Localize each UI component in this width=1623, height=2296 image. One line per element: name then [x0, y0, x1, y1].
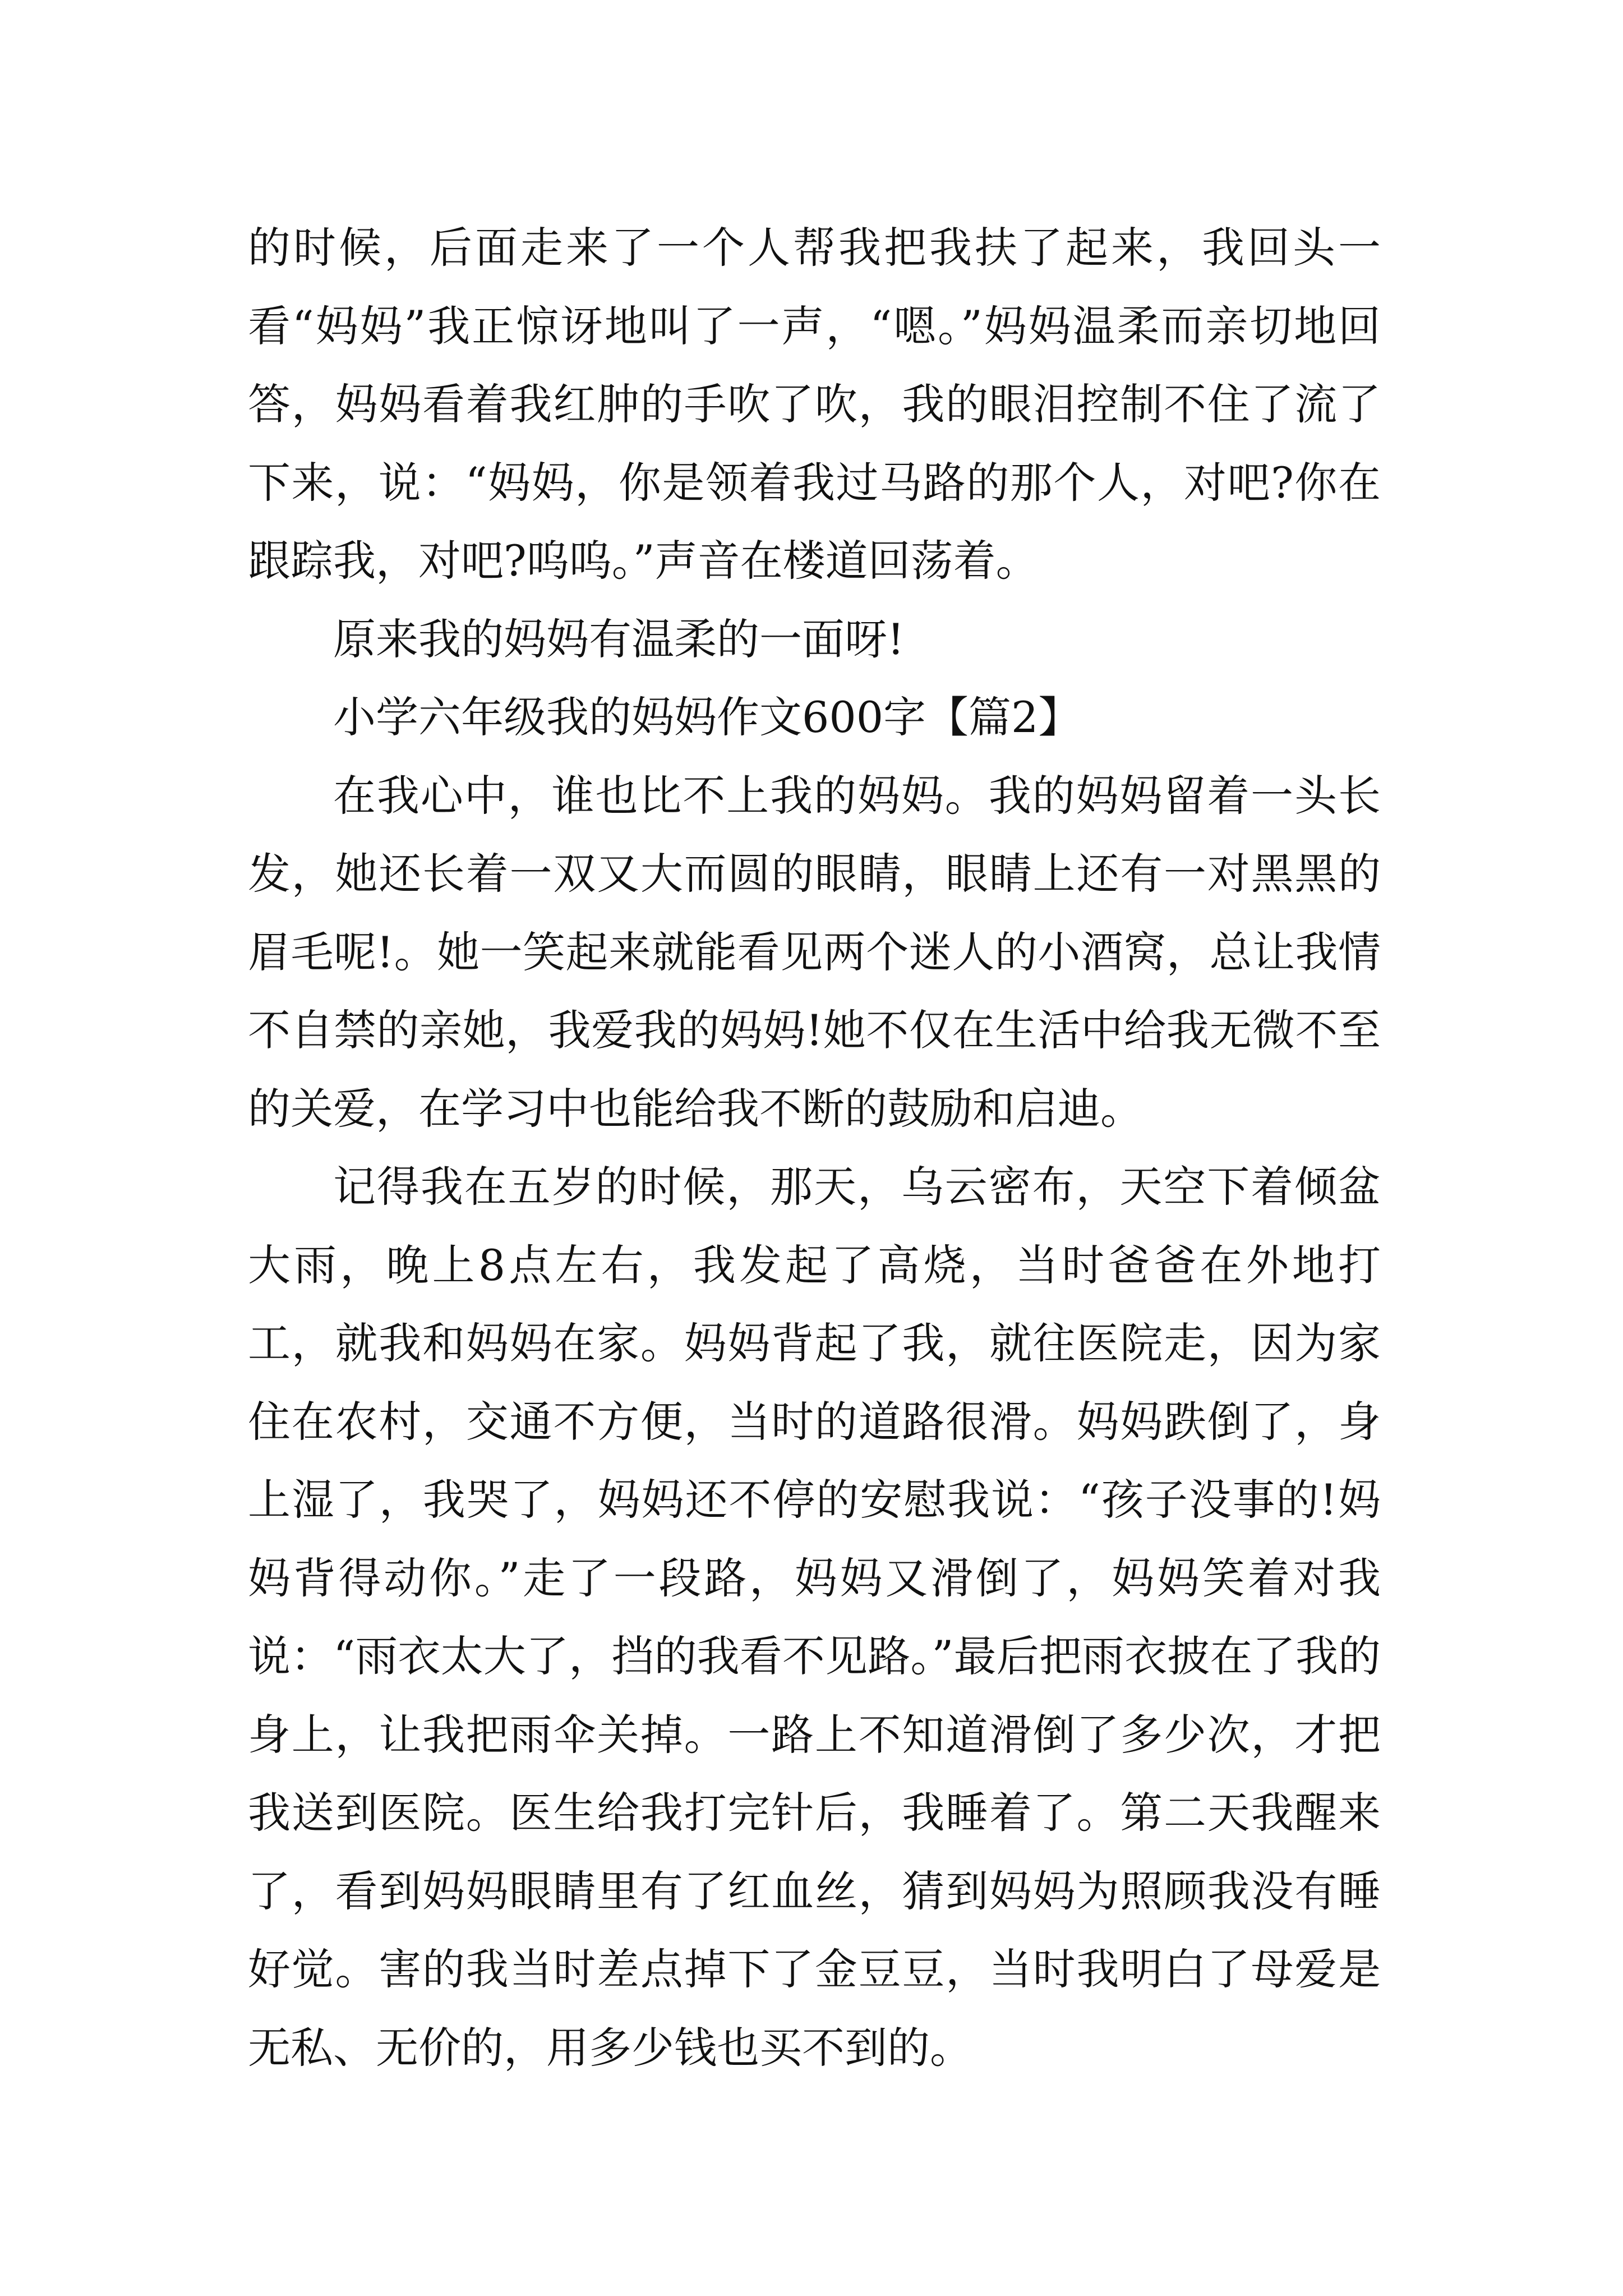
document-body	[248, 209, 1381, 2087]
essay-heading: 小学六年级我的妈妈作文600字【篇2】	[333, 692, 1081, 742]
paragraph-gentle-side: 原来我的妈妈有温柔的一面呀!	[333, 614, 905, 664]
paragraph-rainy-night-story: 记得我在五岁的时候，那天，乌云密布，天空下着倾盆大雨，晚上8点左右，我发起了高烧，当时爸爸在外地打工，就我和妈妈在家。妈妈背起了我，就往医院走，因为家住在农村，交通不方便，当时的道路很滑。妈妈跌倒了，身上湿了，我哭了，妈妈还不停的安慰我说：“孩子没事的!妈妈背得动你。”走了一段路，妈妈又滑倒了，妈妈笑着对我说：“雨衣太大了，挡的我看不见路。”最后把雨衣披在了我的身上，让我把雨伞关掉。一路上不知道滑倒了多少次，才把我送到医院。医生给我打完针后，我睡着了。第二天我醒来了，看到妈妈眼睛里有了红血丝，猜到妈妈为照顾我没有睡好觉。害的我当时差点掉下了金豆豆，当时我明白了母爱是无私、无价的，用多少钱也买不到的。	[248, 1162, 1381, 2073]
paragraph-continuation: 的时候，后面走来了一个人帮我把我扶了起来，我回头一看“妈妈”我正惊讶地叫了一声，“嗯。”妈妈温柔而亲切地回答，妈妈看着我红肿的手吹了吹，我的眼泪控制不住了流了下来，说：“妈妈，你是领着我过马路的那个人，对吧?你在跟踪我，对吧?呜呜。”声音在楼道回荡着。	[248, 223, 1381, 586]
paragraph-mother-description: 在我心中，谁也比不上我的妈妈。我的妈妈留着一头长发，她还长着一双又大而圆的眼睛，眼睛上还有一对黑黑的眉毛呢!。她一笑起来就能看见两个迷人的小酒窝，总让我情不自禁的亲她，我爱我的妈妈!她不仅在生活中给我无微不至的关爱，在学习中也能给我不断的鼓励和启迪。	[248, 770, 1381, 1134]
